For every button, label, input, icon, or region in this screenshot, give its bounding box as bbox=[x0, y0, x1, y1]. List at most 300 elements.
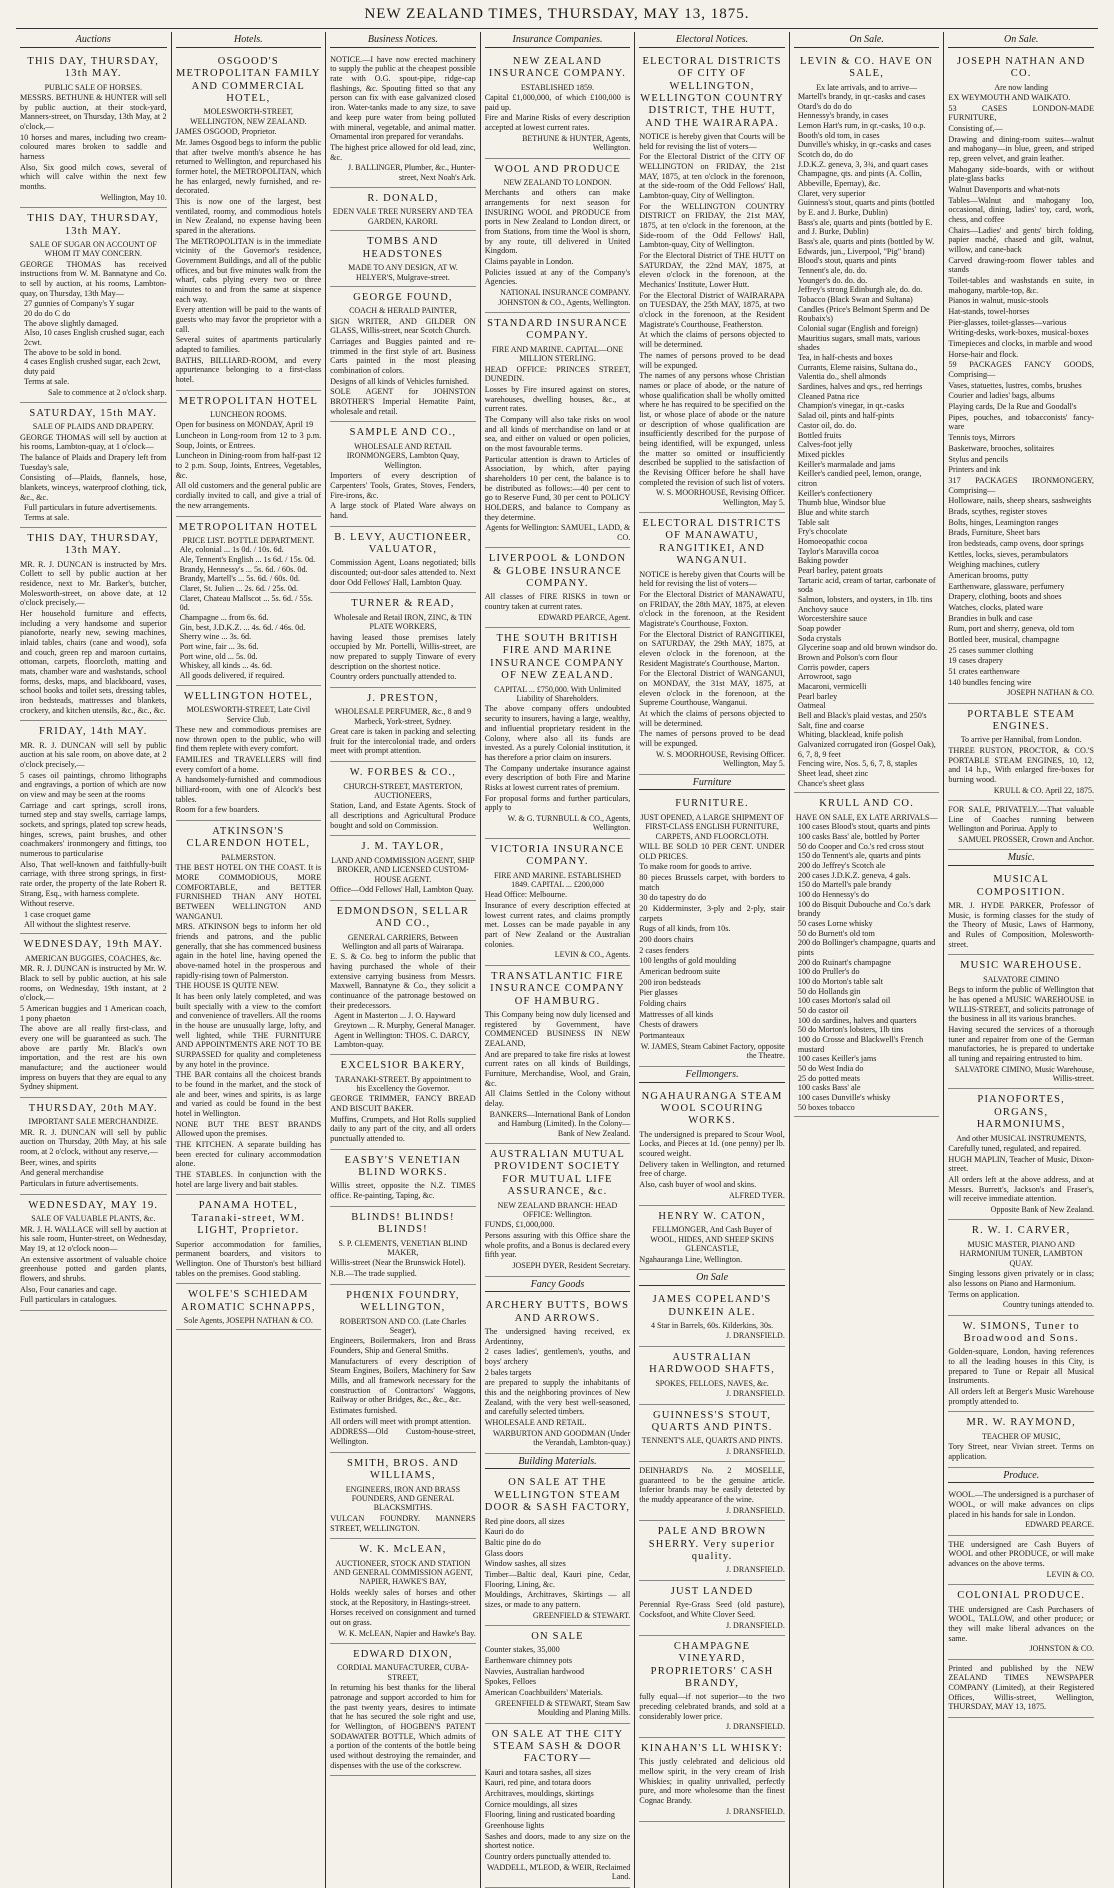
ad-list-item: Salt, fine and coarse bbox=[797, 720, 865, 730]
ad-headline: MR. W. RAYMOND, bbox=[966, 1417, 1076, 1429]
ad-headline: PHŒNIX FOUNDRY, WELLINGTON, bbox=[346, 1289, 460, 1314]
ad-text: are prepared to supply the inhabitants of this and the neighboring provinces of New Zealand, with the very best well-seasoned, and carefully selected timbers. bbox=[484, 1378, 631, 1417]
ad-headline: STANDARD INSURANCE COMPANY. bbox=[487, 317, 628, 342]
ad-subhead: IMPORTANT SALE MERCHANDIZE. bbox=[28, 1117, 159, 1127]
ad-headline: EASBY'S VENETIAN BLIND WORKS. bbox=[344, 1154, 462, 1179]
ad-text: Consisting of—Plaids, flannels, hose, blankets, winceys, waterproof clothing, tick, &c., &c. bbox=[20, 473, 167, 502]
ad-list-item: Keiller's confectionery bbox=[797, 488, 873, 498]
ad-subhead: TEACHER OF MUSIC, bbox=[981, 1431, 1061, 1441]
ad-headline: ON SALE bbox=[531, 1631, 584, 1643]
ad-headline: SMITH, BROS. AND WILLIAMS, bbox=[346, 1457, 459, 1482]
ad-text: 51 crates earthenware bbox=[948, 666, 1020, 676]
ad-list-item: Tennent's ale, do. do. bbox=[797, 266, 867, 276]
ad-text: Open for business on MONDAY, April 19 bbox=[175, 420, 314, 430]
ad-list-item: Full particulars in future advertisements. bbox=[24, 503, 158, 513]
ad-text: Pier glasses bbox=[639, 988, 678, 998]
advertisement bbox=[20, 51, 167, 208]
ad-text: MRS. ATKINSON begs to inform her old friends and patrons, and the public generally, that she has commenced business again in the hotel line, having opened the above-named hotel in the prosperous and rapidly-rising town of Palmerston. bbox=[175, 922, 322, 980]
ad-text: Brandies in bulk and case bbox=[948, 613, 1033, 623]
advertisement bbox=[485, 1295, 631, 1453]
advertisement bbox=[330, 1285, 476, 1453]
ad-signature: Agents for Wellington: SAMUEL, LADD, & CO. bbox=[485, 523, 631, 542]
ad-subhead: To arrive per Hannibal, from London. bbox=[960, 735, 1082, 745]
ad-list-item: Port wine, old ... 5s. 0d. bbox=[179, 651, 258, 661]
advertisement bbox=[330, 188, 476, 231]
ad-text: The highest price allowed for old lead, zinc, &c. bbox=[330, 142, 476, 162]
ad-subhead: JUST OPENED, A LARGE SHIPMENT OF FIRST-CLASS ENGLISH FURNITURE, CARPETS, AND FLOORCLOTH. bbox=[640, 812, 784, 841]
ad-headline: B. LEVY, AUCTIONEER, VALUATOR, bbox=[334, 531, 472, 555]
ad-text: Persons assuring with this Office share the whole profits, and a Bonus is declared every fifth year. bbox=[484, 1231, 631, 1260]
advertisement bbox=[330, 1150, 476, 1207]
ad-headline: KINAHAN'S LL WHISKY: bbox=[640, 1742, 784, 1754]
ad-text: WHOLESALE AND RETAIL. bbox=[484, 1418, 587, 1428]
ad-list-item: Bottled fruits bbox=[797, 430, 842, 440]
ad-text: Kauri do do bbox=[484, 1527, 524, 1537]
ad-list-item: Blood's stout, quarts and pints bbox=[797, 256, 897, 266]
advertisement bbox=[639, 1521, 785, 1581]
advertisement bbox=[485, 966, 631, 1144]
ad-list-item: Pearl barley bbox=[797, 691, 838, 701]
ad-text: The names of persons proved to be dead will be expunged. bbox=[639, 350, 785, 370]
ad-subhead: FELLMONGER, And Cash Buyer of WOOL, HIDES, AND SHEEP SKINS GLENCASTLE, bbox=[650, 1225, 774, 1254]
ad-signature: JOSEPH NATHAN & CO. bbox=[1007, 688, 1094, 698]
ad-subhead: PRICE LIST. BOTTLE DEPARTMENT. bbox=[182, 535, 315, 545]
ad-text: A handsomely-furnished and commodious billiard-room, with one of Alcock's best tables. bbox=[175, 775, 322, 804]
ad-text: Every attention will be paid to the wants of guests who may favor the proprietor with a call. bbox=[175, 305, 322, 334]
ad-text: 5 cases oil paintings, chromo lithographs and engravings, a portion of which are now on view and may be seen at the rooms bbox=[20, 770, 167, 800]
ad-subhead: NEW ZEALAND BRANCH: HEAD OFFICE: Wellington. bbox=[497, 1200, 618, 1219]
ad-text: 200 doors chairs bbox=[639, 935, 694, 945]
column bbox=[480, 32, 635, 1888]
ad-text: This justly celebrated and delicious old mellow spirit, in the very cream of Irish Whiskies; in quality unrivalled, perfectly pure, and more wholesome than the finest Cognac Brandy. bbox=[639, 1757, 785, 1805]
ad-text: Weighing machines, cutlery bbox=[948, 560, 1040, 570]
ad-text: Pianos in walnut, music-stools bbox=[948, 296, 1049, 306]
ad-text: THE BAR contains all the choicest brands to be found in the market, and the stock of ale and beer, wines and spirits, is as large and varied as could be found in the best hotel in Wellington. bbox=[175, 1070, 322, 1118]
ad-list-item: Salad oil, pints and half-pints bbox=[797, 411, 895, 421]
ad-subhead: S. P. CLEMENTS, VENETIAN BLIND MAKER, bbox=[338, 1238, 468, 1258]
ad-text: Willis street, opposite the N.Z. TIMES office. Re-painting, Taping, &c. bbox=[330, 1181, 476, 1201]
ad-list-item: Currants, Eleme raisins, Sultana do., Valentia do., shell almonds bbox=[797, 362, 918, 382]
advertisement bbox=[948, 1089, 1094, 1220]
ad-text: Pipes, pouches, and tobacconists' fancy-ware bbox=[948, 412, 1094, 432]
ad-list-item: Anchovy sauce bbox=[797, 604, 849, 614]
ad-headline: WEDNESDAY, 19th MAY. bbox=[23, 939, 164, 951]
ad-list-item: Colonial sugar (English and foreign) bbox=[797, 324, 918, 334]
ad-text: WOOL.—The undersigned is a purchaser of WOOL, or will make advances on clips placed in his hands for sale in London. bbox=[948, 1490, 1094, 1519]
ad-subhead: FIRE AND MARINE. CAPITAL—ONE MILLION STERLING. bbox=[491, 344, 624, 364]
ad-text: Manufacturers of every description of Steam Engines, Boilers, Machinery for Saw Mills, and all framework necessary for the construction of Contractors' Waggons, Railway or other Bridges, &c., &c., &c. bbox=[330, 1356, 476, 1405]
ad-signature: J. DRANSFIELD. bbox=[725, 1565, 785, 1575]
advertisement bbox=[948, 704, 1094, 801]
ad-text: DEINHARD'S No. 2 MOSELLE, guaranteed to be the genuine article. Inferior brands may be easily detected by the muddy appearance of the wine. bbox=[639, 1466, 785, 1505]
ad-list-item: Macaroni, vermicelli bbox=[797, 681, 867, 691]
ad-text: FAMILIES and TRAVELLERS will find every comfort of a home. bbox=[175, 754, 322, 774]
advertisement bbox=[639, 51, 785, 513]
ad-headline: HENRY W. CATON, bbox=[658, 1211, 766, 1223]
ad-headline: EDMONDSON, SELLAR AND CO., bbox=[336, 905, 470, 930]
ad-text: For the Electoral District of RANGITIKEI, on SATURDAY, the 29th MAY, 1875, at eleven o'clock in the forenoon, at the Resident Magistrate's Courthouse, Marton. bbox=[639, 629, 785, 668]
ad-text: Drapery, clothing, boots and shoes bbox=[948, 592, 1062, 602]
ad-text: JAMES OSGOOD, Proprietor. bbox=[175, 127, 277, 137]
ad-text: Room for a few boarders. bbox=[175, 805, 260, 815]
ad-text: The Company will also take risks on wool and all kinds of merchandise on land or at sea, and either on valued or open policies, on the most favourable terms. bbox=[484, 414, 631, 453]
ad-text: E. S. & Co. beg to inform the public that having purchased the whole of their extensive carrying business from Messrs. Maxwell, Bannatyne & Co., they solicit a continuance of the patronage bestowed on their predecessors. bbox=[330, 952, 476, 1010]
ad-subhead: PALMERSTON. bbox=[221, 852, 276, 862]
ad-headline: COLONIAL PRODUCE. bbox=[957, 1590, 1086, 1602]
ad-text: Kauri, red pine, and totara doors bbox=[484, 1778, 591, 1788]
ad-subhead: EDEN VALE TREE NURSERY AND TEA GARDEN, KARORI. bbox=[332, 207, 474, 226]
ad-text: Ngahauranga Line, Wellington. bbox=[639, 1254, 743, 1264]
ad-text: 200 iron bedsteads bbox=[639, 977, 701, 987]
section-heading: Fellmongers. bbox=[639, 1069, 785, 1083]
ad-text: Tables—Walnut and mahogany loo, occasional, dining, ladies' toy, card, work, chess, and coffee bbox=[948, 195, 1094, 225]
ad-list-item: Chance's sheet glass bbox=[797, 778, 865, 788]
ad-signature: J. DRANSFIELD. bbox=[725, 1722, 785, 1732]
section-heading: Fancy Goods bbox=[485, 1279, 631, 1293]
ad-list-item: Greytown ... R. Murphy, General Manager. bbox=[334, 1021, 476, 1031]
ad-signature: LEVIN & CO., Agents. bbox=[554, 950, 631, 960]
ad-subhead: SALE OF PLAIDS AND DRAPERY. bbox=[32, 422, 154, 432]
ad-text: At which the claims of persons objected to will be determined. bbox=[639, 709, 785, 728]
ad-list-item: Pearl barley, patent groats bbox=[797, 565, 883, 575]
ad-text: MESSRS. BETHUNE & HUNTER will sell by public auction, at their stock-yard, Manners-street, on Thursday, 13th May, at 2 o'clock,— bbox=[20, 92, 167, 131]
ad-headline: EDWARD DIXON, bbox=[353, 1649, 453, 1661]
ad-text: These new and commodious premises are now thrown open to the public, who will find them replete with every comfort. bbox=[175, 724, 322, 754]
ad-headline: VICTORIA INSURANCE COMPANY. bbox=[490, 843, 625, 868]
ad-text: Carriages and Buggies painted and re-trimmed in the first style of art. Business Carts painted in the most pleasing combination of colors. bbox=[330, 337, 476, 376]
ad-text: Luncheon in Dining-room from half-past 12 to 2 p.m. Soup, Joints, Entrees, Vegetables, &c. bbox=[175, 451, 322, 480]
ad-list-item: Sheet lead, sheet zinc bbox=[797, 769, 869, 779]
advertisement bbox=[20, 1195, 167, 1311]
ad-headline: THIS DAY, THURSDAY, 13th MAY. bbox=[27, 55, 160, 80]
ad-signature: J. DRANSFIELD. bbox=[725, 1620, 785, 1630]
ad-text: Folding chairs bbox=[639, 999, 687, 1009]
ad-subhead: 4 Star in Barrels, 60s. Kilderkins, 30s. bbox=[650, 1321, 774, 1330]
ad-text: 19 cases drapery bbox=[948, 656, 1003, 666]
ad-subhead: Wholesale and Retail IRON, ZINC, & TIN PLATE WORKERS, bbox=[333, 612, 472, 632]
ad-list-item: 100 do Morton's table salt bbox=[797, 976, 884, 986]
ad-list-item: Soap powder bbox=[797, 623, 841, 633]
advertisement bbox=[330, 836, 476, 900]
ad-text: GEORGE THOMAS has received instructions from W. M. Bannatyne and Co. to sell by auction, at his rooms, Lambton-quay, on Thursday, 13th May— bbox=[20, 259, 167, 298]
ad-headline: AUSTRALIAN MUTUAL PROVIDENT SOCIETY FOR MUTUAL LIFE ASSURANCE, &c. bbox=[489, 1149, 625, 1198]
advertisement bbox=[485, 1626, 631, 1724]
ad-list-item: Candles (Price's Belmont Sperm and De Roubaix's) bbox=[797, 304, 930, 324]
ad-list-item: Ale, colonial ... 1s 0d. / 10s. 6d. bbox=[179, 545, 284, 555]
ad-headline: TRANSATLANTIC FIRE INSURANCE COMPANY OF HAMBURG. bbox=[490, 970, 625, 1007]
ad-text: An extensive assortment of valuable choice greenhouse potted and garden plants, flowers, and shrubs. bbox=[20, 1254, 167, 1283]
section-heading: Music. bbox=[948, 852, 1094, 866]
ad-text: HUGH MAPLIN, Teacher of Music, Dixon-street. bbox=[948, 1154, 1094, 1174]
ad-text: THE undersigned are Cash Purchasers of WOOL, TALLOW, and other produce; or they will make liberal advances on the same. bbox=[948, 1604, 1094, 1643]
ad-list-item: 50 do Burnett's old tom bbox=[797, 928, 875, 938]
ad-list-item: 100 cases Dunville's whisky bbox=[797, 1092, 891, 1102]
advertisement bbox=[639, 1086, 785, 1207]
ad-text: Luncheon in Long-room from 12 to 3 p.m. Soup, Joints, or Entrees. bbox=[175, 431, 322, 450]
ad-list-item: Salmon, lobsters, and oysters, in 1lb. tins bbox=[797, 594, 933, 604]
ad-text: Great care is taken in packing and selecting fruit for the intercolonial trade, and orders meet with prompt attention. bbox=[330, 727, 476, 756]
ad-list-item: Fry's chocolate bbox=[797, 527, 848, 537]
advertisement bbox=[948, 1536, 1094, 1585]
ad-subhead: CORDIAL MANUFACTURER, CUBA-STREET, bbox=[337, 1663, 469, 1682]
ad-text: Spokes, Felloes bbox=[484, 1677, 537, 1687]
ad-text: Kauri and totara sashes, all sizes bbox=[484, 1767, 592, 1777]
ad-headline: PORTABLE STEAM ENGINES. bbox=[967, 708, 1076, 733]
advertisement bbox=[485, 548, 631, 628]
ad-text: Flooring, lining and rusticated boarding bbox=[484, 1810, 615, 1820]
ad-headline: THE SOUTH BRITISH FIRE AND MARINE INSURANCE COMPANY OF NEW ZEALAND. bbox=[490, 633, 625, 682]
ad-text: Beer, wines, and spirits bbox=[20, 1157, 97, 1167]
ad-text: The above are all really first-class, and every one will be guaranteed as such. The above are partly Mr. Black's own importation, and the rest are his own manufacture; and the auctioneer would impress on buyers that they are equal to any Sydney shipment. bbox=[20, 1024, 167, 1092]
ad-text: Brads, scythes, register stoves bbox=[948, 506, 1047, 516]
advertisement bbox=[330, 231, 476, 287]
ad-text: Losses by Fire insured against on stores, warehouses, dwelling houses, &c., at current rates. bbox=[484, 384, 631, 414]
ad-headline: THIS DAY, THURSDAY, 13th MAY. bbox=[27, 213, 160, 237]
ad-text: HEAD OFFICE: PRINCES STREET, DUNEDIN. bbox=[484, 364, 631, 384]
ad-headline: W. SIMONS, Tuner to Broadwood and Sons. bbox=[962, 1320, 1080, 1344]
ad-text: Designs of all kinds of Vehicles furnished. bbox=[330, 376, 469, 386]
ad-text: Timber—Baltic deal, Kauri pine, Cedar, Flooring, Lining, &c. bbox=[484, 1569, 631, 1589]
ad-text: Iron bedsteads, camp ovens, door springs bbox=[948, 538, 1084, 548]
ad-text: 2 bales targets bbox=[484, 1367, 532, 1377]
ad-signature: W. JAMES, Steam Cabinet Factory, opposite the Theatre. bbox=[640, 1041, 785, 1061]
ad-text: Navvies, Australian hardwood bbox=[484, 1666, 585, 1676]
ad-list-item: Tea, in half-chests and boxes bbox=[797, 353, 893, 363]
ad-text: Cornice mouldings, all sizes bbox=[484, 1799, 578, 1809]
ad-text: MR. R. J. DUNCAN will sell by public auction at his sale room, on above date, at 2 o'clock precisely,— bbox=[20, 740, 167, 770]
ad-text: For the Electoral District of WAIRARAPA on TUESDAY, the 25th MAY, 1875, at two o'clock in the forenoon, at the Resident Magistrate's Courthouse, Featherston. bbox=[639, 290, 785, 329]
ad-text: Merchants and others can make arrangements for next season for INSURING WOOL and PRODUCE from ports in New Zealand to London direct, or from Stations, from time the Wool is shorn, by any route, till delivered in United Kingdom. bbox=[484, 188, 631, 256]
ad-list-item: Jeffrey's strong Edinburgh ale, do. do. bbox=[797, 285, 923, 295]
ad-list-item: 100 cases Keiller's jams bbox=[797, 1054, 877, 1064]
ad-text: Capital £1,000,000, of which £100,000 is paid up. bbox=[484, 92, 631, 112]
advertisement bbox=[948, 1486, 1094, 1535]
ad-headline: SATURDAY, 15th MAY. bbox=[29, 407, 158, 419]
ad-text: Importers of every description of Carpenters' Tools, Grates, Stoves, Fenders, Fire-irons, &c. bbox=[330, 471, 476, 500]
ad-text: FOR SALE, PRIVATELY.—That valuable Line of Coaches running between Wellington and Porirua. Apply to bbox=[948, 805, 1094, 834]
ad-text: 5 American buggies and 1 American coach, 1 pony phaeton bbox=[20, 1003, 167, 1023]
ad-text: 80 pieces Brussels carpet, with borders to match bbox=[639, 873, 785, 892]
ad-text: Policies issued at any of the Company's Agencies. bbox=[484, 267, 631, 287]
ad-list-item: Port wine, fair ... 3s. 6d. bbox=[179, 642, 259, 652]
column bbox=[171, 32, 326, 1888]
ad-headline: ELECTORAL DISTRICTS OF CITY OF WELLINGTON, WELLINGTON COUNTRY DISTRICT, THE HUTT, AND THE WAIRARAPA. bbox=[640, 55, 784, 129]
ad-text: THREE RUSTON, PROCTOR, & CO.'S PORTABLE STEAM ENGINES, 10, 12, and 14 h.p., With enlarged fire-boxes for burning wood. bbox=[948, 745, 1094, 784]
ad-text: Also, Six good milch cows, several of which will calve within the next few months. bbox=[20, 162, 167, 192]
ad-headline: WOLFE'S SCHIEDAM AROMATIC SCHNAPPS, bbox=[180, 1289, 316, 1313]
ad-list-item: Hennessy's brandy, in cases bbox=[797, 111, 889, 121]
ad-text: Estimates furnished. bbox=[330, 1406, 397, 1416]
ad-list-item: Terms at sale. bbox=[24, 376, 70, 386]
ad-text: Glass doors bbox=[484, 1548, 524, 1558]
advertisement bbox=[330, 593, 476, 688]
advertisement bbox=[20, 721, 167, 934]
ad-text: Portmanteaux bbox=[639, 1031, 685, 1041]
advertisement bbox=[485, 1724, 631, 1888]
ad-headline: WELLINGTON HOTEL, bbox=[183, 690, 313, 702]
ad-list-item: 200 cases J.D.K.Z. geneva, 4 gals. bbox=[797, 870, 911, 880]
advertisement bbox=[948, 1316, 1094, 1413]
ad-text: Several suites of apartments particularly adapted to families. bbox=[175, 335, 322, 354]
ad-text: Begs to inform the public of Wellington that he has opened a MUSIC WAREHOUSE in WILLIS-STREET, and solicits patronage of the business in all its various branches. bbox=[948, 985, 1094, 1024]
ad-text: THE STABLES. In conjunction with the hotel are large livery and bait stables. bbox=[175, 1170, 322, 1189]
ad-text: SIGN WRITER, AND GILDER ON GLASS, Willis-street, near Scotch Church. bbox=[330, 316, 476, 336]
advertisement bbox=[176, 1284, 322, 1330]
section-heading: Furniture bbox=[639, 777, 785, 791]
ad-list-item: 100 cases Blood's stout, quarts and pints bbox=[797, 822, 931, 832]
ad-headline: MUSIC WAREHOUSE. bbox=[960, 960, 1083, 972]
ad-signature: GREENFIELD & STEWART. bbox=[532, 1610, 631, 1620]
ad-text: Mr. James Osgood begs to inform the public that after twelve month's absence he has returned to Wellington, and repurchased his former hotel, the METROPOLITAN, which he has enlarged, newly furnished, and re-decorated. bbox=[175, 137, 322, 196]
ad-list-item: Champagne, qts. and pints (A. Collin, Abbeville, Epernay), &c. bbox=[797, 169, 922, 189]
ad-text: Carefully tuned, regulated, and repaired. bbox=[948, 1144, 1081, 1154]
advertisement bbox=[639, 513, 785, 774]
advertisement bbox=[639, 1347, 785, 1405]
ad-list-item: Agent in Masterton ... J. O. Hayward bbox=[334, 1011, 456, 1021]
advertisement bbox=[948, 1660, 1094, 1718]
ad-text: Insurance of every description effected at lowest current rates, and claims promptly met. Losses can be made payable in any part of New Zealand or the Australian colonies. bbox=[484, 901, 631, 949]
advertisement bbox=[948, 869, 1094, 955]
advertisement bbox=[330, 527, 476, 594]
ad-list-item: Whiting, blacklead, knife polish bbox=[797, 730, 904, 740]
ad-text: The undersigned having received, ex Ardentinny, bbox=[484, 1327, 631, 1346]
ad-text: Carved drawing-room flower tables and stands bbox=[948, 255, 1094, 275]
ad-headline: THIS DAY, THURSDAY, 13th MAY. bbox=[27, 532, 160, 557]
ad-text: Tennis toys, Mirrors bbox=[948, 433, 1015, 443]
ad-list-item: 100 casks Bass' ale, bottled by Porter bbox=[797, 831, 920, 841]
ad-list-item: 100 casks Bass' ale bbox=[797, 1083, 861, 1093]
ad-headline: ARCHERY BUTTS, BOWS AND ARROWS. bbox=[485, 1300, 630, 1324]
ad-headline: METROPOLITAN HOTEL bbox=[178, 395, 319, 407]
newspaper-columns bbox=[16, 32, 1098, 1882]
ad-subhead: ESTABLISHED 1859. bbox=[520, 82, 595, 92]
ad-text: This Company being now duly licensed and registered by Government, have COMMENCED BUSINESS IN NEW ZEALAND, bbox=[484, 1009, 631, 1048]
ad-signature: Sale to commence at 2 o'clock sharp. bbox=[48, 387, 167, 397]
ad-headline: W. FORBES & CO., bbox=[349, 767, 457, 779]
ad-headline: OSGOOD'S METROPOLITAN FAMILY AND COMMERCIAL HOTEL, bbox=[176, 55, 321, 104]
ad-signature: BANKERS—International Bank of London and Hamburg (Limited). In the Colony—Bank of New Zealand. bbox=[489, 1109, 631, 1138]
ad-list-item: Mauritius sugars, small mats, various shades bbox=[797, 333, 921, 353]
advertisement bbox=[639, 1405, 785, 1463]
ad-text: The undersigned is prepared to Scour Wool, Locks, and Pieces at 1d. (one penny) per lb. scoured weight. bbox=[639, 1129, 785, 1158]
advertisement bbox=[20, 528, 167, 722]
ad-list-item: All goods delivered, if required. bbox=[179, 671, 285, 681]
section-heading: Business Notices. bbox=[330, 34, 476, 48]
ad-subhead: NEW ZEALAND TO LONDON. bbox=[503, 177, 612, 187]
ad-signature: LEVIN & CO. bbox=[1046, 1569, 1094, 1579]
ad-list-item: 25 do potted meats bbox=[797, 1073, 860, 1083]
ad-text: The balance of Plaids and Drapery left from Tuesday's sale, bbox=[20, 453, 167, 472]
ad-headline: FURNITURE. bbox=[675, 798, 749, 810]
ad-list-item: Gin, best, J.D.K.Z. ... 4s. 6d. / 46s. 0d. bbox=[179, 622, 306, 632]
ad-list-item: Claret, St. Julien ... 2s. 6d. / 25s. 0d. bbox=[179, 584, 299, 593]
ad-text: Kettles, locks, sieves, perambulators bbox=[948, 549, 1069, 559]
ad-subhead: SPOKES, FELLOES, NAVES, &c. bbox=[655, 1378, 769, 1388]
advertisement bbox=[176, 1195, 322, 1284]
ad-signature: JOSEPH DYER, Resident Secretary. bbox=[512, 1261, 631, 1271]
ad-list-item: 50 cases Lorne whisky bbox=[797, 918, 873, 928]
ad-text: BATHS, BILLIARD-ROOM, and every appurtenance belonging to a first-class hotel. bbox=[175, 355, 322, 384]
section-heading: Insurance Companies. bbox=[485, 34, 631, 48]
ad-signature: W. & G. TURNBULL & CO., Agents, Wellington. bbox=[507, 813, 631, 833]
ad-text: For the Electoral District of THE HUTT on SATURDAY, the 22nd MAY, 1875, at eleven o'clock in the forenoon, at the Mechanics' Institute, Lower Hutt. bbox=[639, 251, 785, 290]
ad-subhead: PUBLIC SALE OF HORSES. bbox=[44, 82, 142, 92]
ad-subhead: MADE TO ANY DESIGN, AT W. HELYER'S, Mulgrave-street. bbox=[348, 263, 458, 282]
ad-text: Carriage and cart springs, scroll irons, turned step and stay swells, carriage lamps, sockets, and springs, plated top screw heads, hinges, screws, paint brushes, and other coachmakers' ironmongery and fittings, too numerous to particularise bbox=[20, 800, 167, 859]
ad-text: For the Electoral District of MANAWATU, on FRIDAY, the 28th MAY, 1875, at eleven o'clock in the forenoon, at the Resident Magistrate's Courthouse, Foxton. bbox=[639, 589, 785, 628]
ad-list-item: J.D.K.Z. geneva, 3, 3¾, and quart cases bbox=[797, 159, 928, 169]
ad-list-item: 200 do Ruinart's champagne bbox=[797, 957, 891, 967]
ad-list-item: Whiskey, all kinds ... 4s. 6d. bbox=[179, 661, 273, 671]
ad-text: Having secured the services of a thorough tuner and repairer from one of the German manufactories, he is prepared to undertake all tuning and repairing entrusted to him. bbox=[948, 1024, 1094, 1063]
ad-text: MR. J. HYDE PARKER, Professor of Music, is forming classes for the study of the Theory of Music, Laws of Harmony, and Rules of Composition, Molesworth-street. bbox=[948, 901, 1094, 949]
ad-text: American Coachbuilders' Materials. bbox=[484, 1688, 603, 1698]
ad-text: All classes of FIRE RISKS in town or country taken at current rates. bbox=[484, 592, 631, 611]
ad-subhead: WHOLESALE PERFUMER, &c., 8 and 9 Marbeck, York-street, Sydney. bbox=[334, 707, 472, 726]
ad-text: SOLE AGENT for JOHNSTON BROTHER'S Imperial Hematite Paint, wholesale and retail. bbox=[330, 387, 476, 416]
ad-subhead: SALE OF SUGAR ON ACCOUNT OF WHOM IT MAY CONCERN. bbox=[29, 239, 157, 259]
ad-list-item: 200 do Bollinger's champagne, quarts and pints bbox=[797, 938, 936, 957]
ad-text: Printers and ink bbox=[948, 465, 1001, 475]
ad-text: Without reserve. bbox=[20, 899, 75, 909]
ad-text: The METROPOLITAN is in the immediate vicinity of the Governor's residence, Government Buildings, and all of the public offices, and but five minutes walk from the wharf, cabs plying every two or three minutes to and from the same at sixpence each way. bbox=[175, 236, 322, 304]
ad-text: At which the claims of persons objected to will be determined. bbox=[639, 330, 785, 350]
ad-signature: W. S. MOORHOUSE, Revising Officer. Wellington, May 5. bbox=[655, 749, 785, 769]
advertisement bbox=[176, 391, 322, 517]
ad-signature: EDWARD PEARCE, Agent. bbox=[538, 612, 631, 622]
ad-list-item: 200 do Jeffrey's Scotch ale bbox=[797, 860, 886, 870]
ad-headline: WOOL AND PRODUCE bbox=[494, 163, 621, 175]
ad-text: Rum, port and sherry, geneva, old tom bbox=[948, 624, 1075, 634]
ad-text: Hat-stands, towel-horses bbox=[948, 307, 1030, 317]
ad-text: Also, cash buyer of wool and skins. bbox=[639, 1179, 757, 1189]
ad-text: Also, Four canaries and cage. bbox=[20, 1284, 117, 1294]
ad-text: American brooms, putty bbox=[948, 570, 1029, 580]
ad-list-item: Bass's ale, quarts and pints (bottled by E. and J. Burke, Dublin) bbox=[797, 217, 933, 237]
ad-text: MR. R. J. DUNCAN will sell by public auction on Thursday, 20th May, at his sale room, at 2 o'clock, without any reserve,— bbox=[20, 1127, 167, 1157]
ad-list-item: 50 do West India do bbox=[797, 1063, 864, 1073]
ad-text: Holds weekly sales of horses and other stock, at the Repository, in Hastings-street. bbox=[330, 1587, 476, 1607]
ad-headline: BLINDS! BLINDS! BLINDS! bbox=[351, 1211, 455, 1236]
advertisement bbox=[639, 1581, 785, 1636]
ad-subhead: COACH & HERALD PAINTER, bbox=[349, 306, 457, 316]
advertisement bbox=[948, 1585, 1094, 1660]
ad-text: Tory Street, near Vivian street. Terms on application. bbox=[948, 1442, 1094, 1461]
advertisement bbox=[639, 1636, 785, 1738]
section-heading: On Sale. bbox=[794, 34, 940, 48]
ad-list-item: Corris powder, capers bbox=[797, 662, 870, 672]
ad-list-item: Keiller's candied peel, lemon, orange, citron bbox=[797, 469, 922, 488]
ad-subhead: MUSIC MASTER, PIANO AND HARMONIUM TUNER, LAMBTON QUAY. bbox=[959, 1239, 1083, 1268]
ad-text: Also, That well-known and faithfully-built carriage, with three strong springs, in first-rate order, the property of the late Robert R. Strang, Esq., with harness complete. bbox=[20, 859, 167, 898]
ad-text: Printed and published by the NEW ZEALAND TIMES NEWSPAPER COMPANY (Limited), at their Registered Offices, Willis-street, Wellington, THURSDAY, MAY 13, 1875. bbox=[948, 1663, 1094, 1712]
advertisement bbox=[639, 1289, 785, 1347]
ad-text: Vases, statuettes, lustres, combs, brushes bbox=[948, 380, 1082, 390]
ad-text: NOTICE.—I have now erected machinery to supply the public at the cheapest possible rate with O.G. spout-pipe, ridge-cap flashings, &c. Spouting fitted so that any person can fix with ease galvanized closed iron. Water-tanks made to any size, to save and keep pure water from being polluted with mineral, vegetable, and animal matter. Ornamental iron prepared for verandahs. bbox=[330, 54, 476, 142]
ad-list-item: Brandy, Martell's ... 5s. 6d. / 60s. 0d. bbox=[179, 574, 300, 584]
ad-text: Bottled beer, musical, champagne bbox=[948, 634, 1060, 644]
ad-text: Walnut Davenports and what-nots bbox=[948, 185, 1060, 195]
advertisement bbox=[948, 1220, 1094, 1315]
ad-list-item: Guinness's stout, quarts and pints (bottled by E. and J. Burke, Dublin) bbox=[797, 198, 935, 218]
ad-signature: J. BALLINGER, Plumber, &c., Hunter-street, Next Noah's Ark. bbox=[347, 163, 476, 182]
ad-list-item: 150 do Martell's pale brandy bbox=[797, 880, 892, 890]
ad-headline: JOSEPH NATHAN AND CO. bbox=[957, 55, 1086, 80]
ad-list-item: 100 do Bisquit Dubouche and Co.'s dark brandy bbox=[797, 899, 931, 919]
ad-list-item: Galvanized corrugated iron (Gospel Oak), 6, 7, 8, 9 feet bbox=[797, 740, 936, 759]
ad-text: Muffins, Crumpets, and Hot Rolls supplied daily to any part of the city, and all orders punctually attended to. bbox=[330, 1114, 476, 1144]
ad-headline: J. PRESTON, bbox=[367, 692, 439, 704]
